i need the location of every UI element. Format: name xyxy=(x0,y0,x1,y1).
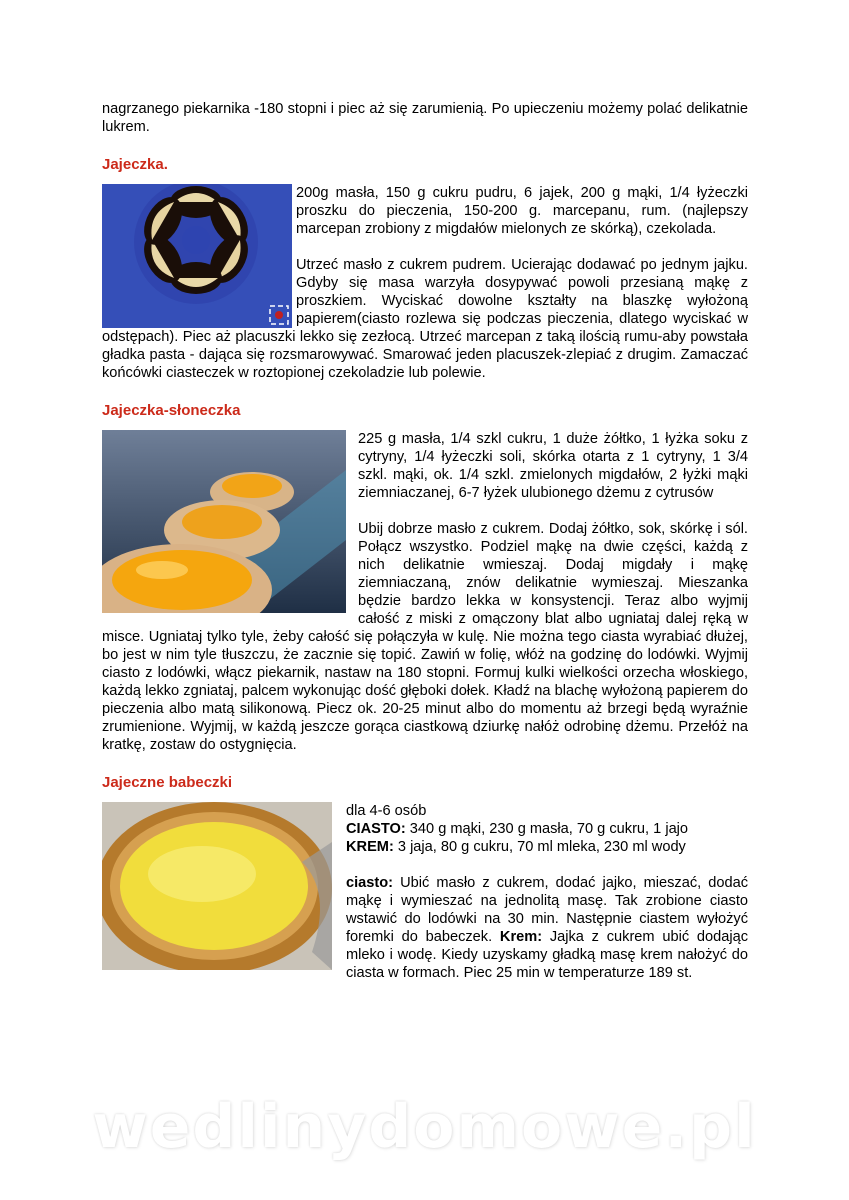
recipe-jajeczka xyxy=(102,156,748,382)
recipe-ingredients: 200g masła, 150 g cukru pudru, 6 jajek, 200 g mąki, 1/4 łyżeczki proszku do pieczenia, 150-200 g. marcepanu, rum. (najlepszy marcepan zrobiony z migdałów mielonych ze skórką), czekolada. xyxy=(296,185,748,237)
ciasto-ingredients: 340 g mąki, 230 g masła, 70 g cukru, 1 jajo xyxy=(405,821,689,837)
servings: dla 4-6 osób xyxy=(346,803,427,819)
krem-ingredients: 3 jaja, 80 g cukru, 70 ml mleka, 230 ml wody xyxy=(393,839,686,855)
recipe-jajeczka-sloneczka xyxy=(102,402,748,754)
recipe-title: Jajeczka. xyxy=(102,156,168,173)
egg-tart-image xyxy=(102,802,332,970)
chocolate-cookies-image xyxy=(102,184,292,328)
recipe-ingredients: 225 g masła, 1/4 szkl cukru, 1 duże żółtko, 1 łyżka soku z cytryny, 1/4 łyżeczki soli, skórka otarta z 1 cytryny, 1 3/4 szkl. mąki, ok. 1/4 szkl. zmielonych migdałów, 2 łyżki mąki ziemniaczanej, 6-7 łyżek ulubionego dżemu z cytrusów xyxy=(358,431,748,501)
krem-step-label: Krem: xyxy=(499,929,543,945)
recipe-method: Ubij dobrze masło z cukrem. Dodaj żółtko, sok, skórkę i sól. Połącz wszystko. Podziel mąkę na dwie części, każdą z nich delikatnie wmieszaj. Dodaj migdały i mąkę ziemniaczaną, znów delikatnie wymieszaj. Mieszanka będzie bardzo lekka w konsystencji. Teraz albo wyjmij całość z miski z omączony blat albo ugniataj dalej ręką w misce. Ugniataj tylko tyle, żeby całość się połączyła w kulę. Nie można tego ciasta wyrabiać dłużej, bo jest w nim tyle tłuszczu, że zacznie się topić. Zawiń w folię, włóż na godzinę do lodówki. Wyjmij ciasto z lodówki, włącz piekarnik, nastaw na 180 stopni. Formuj kulki wielkości orzecha włoskiego, każdą lekko zgniataj, palcem wykonując dość głęboki dołek. Kładź na blachę wyłożoną papierem do pieczenia albo matą silikonową. Piecz ok. 20-25 minut albo do momentu aż brzegi będą wyraźnie zrumienione. Wyjmij, w każdą jeszcze gorąca ciastkową dziurkę nałóż odrobinę dżemu. Przełóż na kratkę, zostaw do ostygnięcia. xyxy=(102,521,748,753)
page-content xyxy=(102,100,748,1002)
jam-cookies-image xyxy=(102,430,346,613)
cookies-photo xyxy=(102,184,292,328)
ciasto-label: CIASTO: xyxy=(346,821,406,837)
watermark: wedlinydomowe.pl xyxy=(92,1092,757,1162)
ciasto-step-text: Ubić masło z cukrem, dodać jajko, mieszać, dodać mąkę i wymieszać na jednolitą masę. Tak zrobione ciasto wstawić do lodówki na 30 min. Następnie ciastem wyłożyć foremki do babeczek. xyxy=(346,875,748,945)
sun-cookies-photo xyxy=(102,430,346,613)
egg-tart-photo xyxy=(102,802,332,970)
recipe-jajeczne-babeczki xyxy=(102,774,748,982)
recipe-title: Jajeczka-słoneczka xyxy=(102,402,241,419)
ciasto-step-label: ciasto: xyxy=(346,875,394,891)
krem-label: KREM: xyxy=(346,839,394,855)
krem-step-text: Jajka z cukrem ubić dodając mleko i wodę. Kiedy uzyskamy gładką masę krem nałożyć do ciasta w formach. Piec 25 min w temperaturze 189 st. xyxy=(346,929,748,981)
recipe-method: Utrzeć masło z cukrem pudrem. Ucierając dodawać po jednym jajku. Gdyby się masa warzyła dosypywać powoli przesianą mąkę z proszkiem. Wyciskać dowolne kształty na blaszkę wyłożoną papierem(ciasto rozlewa się podczas pieczenia, dlatego wyciskać w odstępach). Piec aż placuszki lekko się zezłocą. Utrzeć marcepan z taką ilością rumu-aby powstała gładka pasta - dająca się rozsmarowywać. Smarować jeden placuszek-zlepiać z drugim. Zamaczać końcówki ciasteczek w roztopionej czekoladzie lub polewie. xyxy=(102,257,748,381)
recipe-title: Jajeczne babeczki xyxy=(102,774,233,791)
intro-paragraph: nagrzanego piekarnika -180 stopni i piec aż się zarumienią. Po upieczeniu możemy polać delikatnie lukrem. xyxy=(102,101,748,135)
